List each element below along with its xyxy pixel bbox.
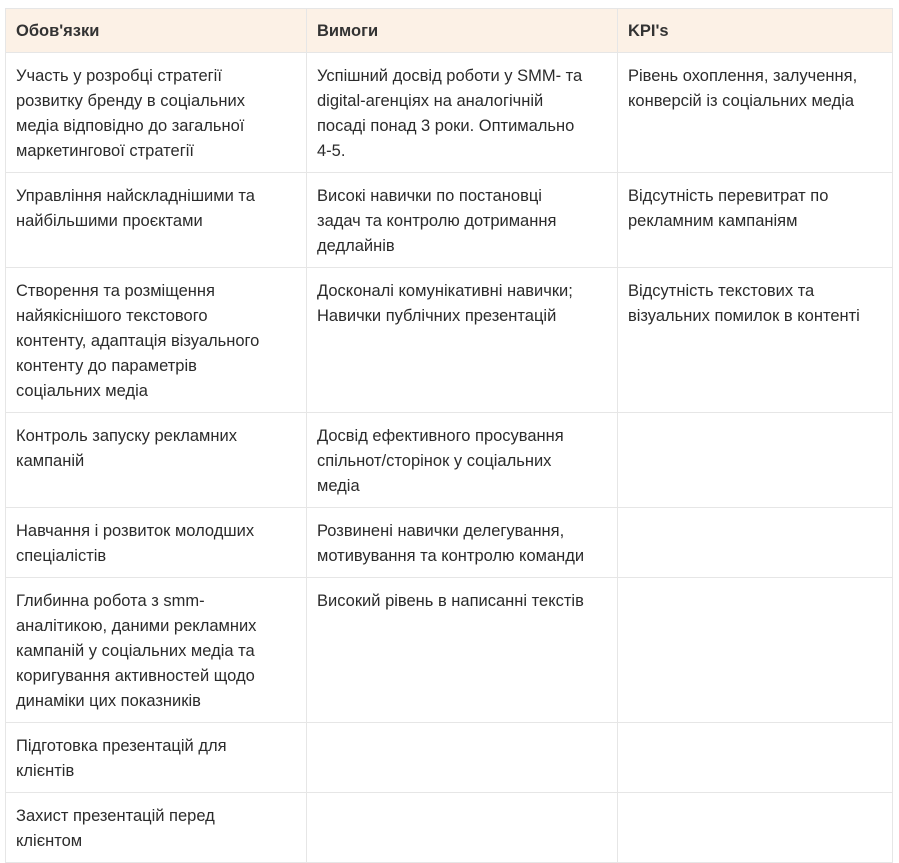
kpi-cell: Рівень охоплення, залучення, конверсій із соціальних медіа — [618, 53, 893, 173]
duties-cell: Захист презентацій перед клієнтом — [6, 793, 307, 863]
kpi-cell — [618, 723, 893, 793]
requirements-cell: Успішний досвід роботи у SMM- та digital-агенціях на аналогічній посаді понад 3 роки. Оптимально 4-5. — [307, 53, 618, 173]
duties-cell: Навчання і розвиток молодших спеціалістів — [6, 508, 307, 578]
table-row — [6, 413, 893, 508]
table-header — [6, 9, 893, 53]
duties-cell: Глибинна робота з smm- аналітикою, даними рекламних кампаній у соціальних медіа та коригування активностей щодо динаміки цих показників — [6, 578, 307, 723]
duties-cell: Підготовка презентацій для клієнтів — [6, 723, 307, 793]
requirements-cell — [307, 793, 618, 863]
kpi-cell: Відсутність перевитрат по рекламним кампаніям — [618, 173, 893, 268]
table-row — [6, 578, 893, 723]
requirements-cell: Розвинені навички делегування, мотивування та контролю команди — [307, 508, 618, 578]
duties-cell: Створення та розміщення найякіснішого текстового контенту, адаптація візуального контенту до параметрів соціальних медіа — [6, 268, 307, 413]
table-row — [6, 53, 893, 173]
responsibilities-table — [5, 8, 893, 863]
kpi-cell — [618, 793, 893, 863]
header-requirements: Вимоги — [307, 9, 618, 53]
table-body — [6, 53, 893, 863]
header-kpi: KPI's — [618, 9, 893, 53]
kpi-cell — [618, 508, 893, 578]
table-row — [6, 793, 893, 863]
requirements-cell: Високий рівень в написанні текстів — [307, 578, 618, 723]
table-row — [6, 268, 893, 413]
requirements-cell: Високі навички по постановці задач та контролю дотримання дедлайнів — [307, 173, 618, 268]
kpi-cell — [618, 413, 893, 508]
header-row — [6, 9, 893, 53]
kpi-cell — [618, 578, 893, 723]
requirements-cell — [307, 723, 618, 793]
kpi-cell: Відсутність текстових та візуальних помилок в контенті — [618, 268, 893, 413]
table-row — [6, 723, 893, 793]
duties-cell: Участь у розробці стратегії розвитку бренду в соціальних медіа відповідно до загальної маркетингової стратегії — [6, 53, 307, 173]
table-row — [6, 508, 893, 578]
requirements-cell: Досвід ефективного просування спільнот/сторінок у соціальних медіа — [307, 413, 618, 508]
table-row — [6, 173, 893, 268]
header-duties: Обов'язки — [6, 9, 307, 53]
duties-cell: Контроль запуску рекламних кампаній — [6, 413, 307, 508]
duties-cell: Управління найскладнішими та найбільшими проєктами — [6, 173, 307, 268]
requirements-cell: Досконалі комунікативні навички; Навички публічних презентацій — [307, 268, 618, 413]
